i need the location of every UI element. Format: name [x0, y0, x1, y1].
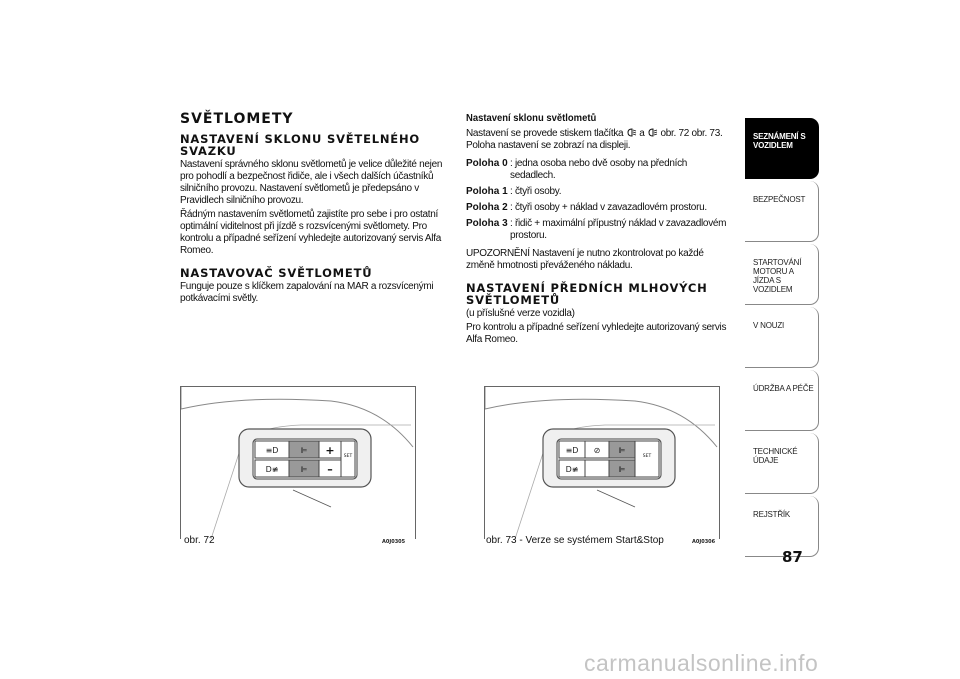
svg-text:⊫: ⊫	[618, 446, 626, 455]
control-panel-illustration	[485, 387, 719, 539]
tab-seznameni[interactable]: SEZNÁMENÍ S VOZIDLEM	[745, 118, 819, 179]
position-item: Poloha 2 : čtyři osoby + náklad v zavazadlovém prostoru.	[466, 202, 707, 213]
tab-v-nouzi[interactable]: V NOUZI	[745, 307, 819, 368]
tab-startovani[interactable]: STARTOVÁNÍ MOTORU A JÍZDA S VOZIDLEM	[745, 244, 819, 305]
set-label: SET	[343, 454, 353, 459]
watermark: carmanualsonline.info	[584, 650, 819, 676]
figure-72	[180, 386, 416, 539]
svg-text:⊘: ⊘	[593, 446, 601, 455]
tab-rejstrik[interactable]: REJSTŘÍK	[745, 496, 819, 557]
section-heading-headlight-adjuster: NASTAVOVAČ SVĚTLOMETŮ	[180, 266, 373, 280]
svg-text:≡D: ≡D	[565, 446, 579, 455]
chapter-tabs	[745, 118, 819, 559]
left-column	[180, 112, 452, 307]
tab-udrzba[interactable]: ÚDRŽBA A PÉČE	[745, 370, 819, 431]
section-heading-beam-tilt: NASTAVENÍ SKLONU SVĚTELNÉHO SVAZKU	[180, 132, 420, 158]
svg-text:⊫: ⊫	[300, 446, 308, 455]
headlight-up-icon	[647, 128, 658, 137]
paragraph: Pro kontrolu a případné seřízení vyhledejte autorizovaný servis Alfa Romeo.	[466, 322, 727, 345]
position-item: Poloha 0 : jedna osoba nebo dvě osoby na předních sedadlech.	[466, 158, 688, 181]
svg-text:D≢: D≢	[265, 465, 279, 474]
svg-text:⊫: ⊫	[618, 465, 626, 474]
warning-note: UPOZORNĚNÍ Nastavení je nutno zkontrolovat po každé změně hmotnosti převáženého nákladu.	[466, 248, 704, 271]
paragraph: Nastavení správného sklonu světlometů je velice důležité nejen pro pohodlí a bezpečnost řidiče, ale i všech dalších účastníků silničního provozu. Nastavení světlometů je předepsáno v Pravidlech silničního provozu.	[180, 159, 443, 206]
page-title: SVĚTLOMETY	[180, 111, 294, 127]
version-note: (u příslušné verze vozidla)	[466, 308, 575, 319]
right-column	[466, 112, 734, 348]
svg-text:⊫: ⊫	[300, 465, 308, 474]
control-panel-illustration	[181, 387, 415, 539]
paragraph: Funguje pouze s klíčkem zapalování na MAR a rozsvícenými potkávacími světly.	[180, 281, 434, 304]
section-heading-fog-lights: NASTAVENÍ PŘEDNÍCH MLHOVÝCH SVĚTLOMETŮ	[466, 281, 708, 307]
position-item: Poloha 1 : čtyři osoby.	[466, 186, 562, 197]
set-label: SET	[642, 454, 652, 459]
plus-button-label: +	[325, 444, 335, 457]
figure-code: A0J0306	[692, 539, 716, 545]
paragraph-intro: Nastavení se provede stiskem tlačítka a obr. 72 obr. 73. Poloha nastavení se zobrazí na displeji.	[466, 128, 723, 151]
position-item: Poloha 3 : řidič + maximální přípustný náklad v zavazadlovém prostoru.	[466, 218, 727, 241]
figure-code: A0J0305	[382, 539, 406, 545]
svg-text:D≢: D≢	[565, 465, 579, 474]
paragraph: Řádným nastavením světlometů zajistíte pro sebe i pro ostatní optimální viditelnost při jízdě s rozsvícenými světlomety. Pro kontrolu a případné seřízení vyhledejte autorizovaný servis Alfa Romeo.	[180, 209, 441, 256]
figure-caption: obr. 73 - Verze se systémem Start&Stop	[486, 535, 664, 546]
svg-text:≡D: ≡D	[265, 446, 279, 455]
headlight-down-icon	[626, 128, 637, 137]
tab-bezpecnost[interactable]: BEZPEČNOST	[745, 181, 819, 242]
figure-73	[484, 386, 720, 539]
figure-caption: obr. 72	[184, 535, 215, 546]
minus-button-label: –	[327, 463, 333, 476]
subheading-tilt-setting: Nastavení sklonu světlometů	[466, 112, 597, 124]
page-number: 87	[782, 548, 803, 566]
tab-technicke-udaje[interactable]: TECHNICKÉ ÚDAJE	[745, 433, 819, 494]
